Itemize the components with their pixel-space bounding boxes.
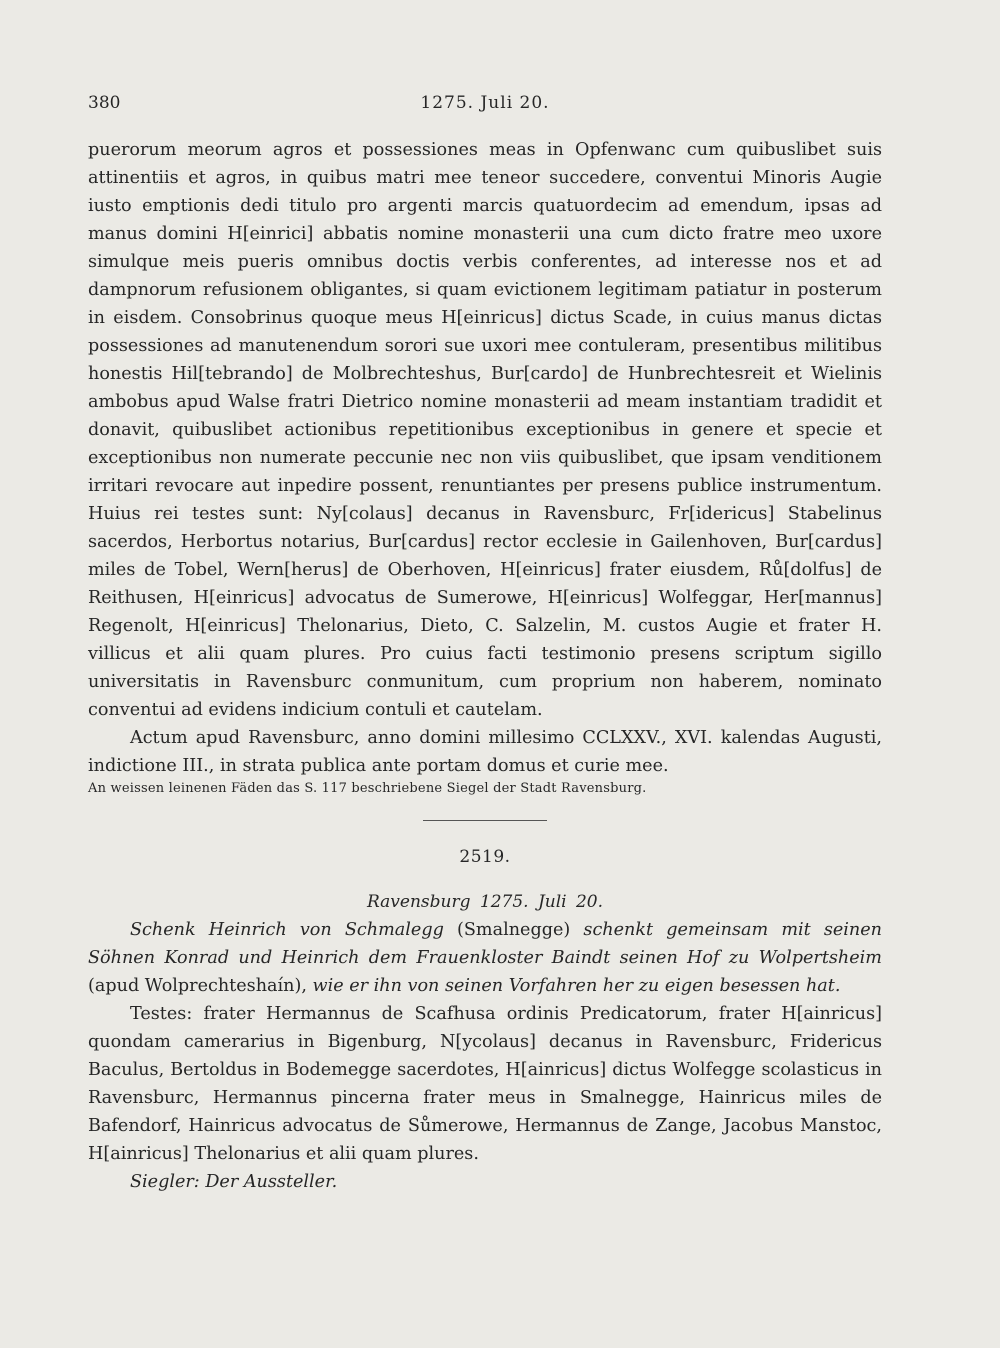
- page-body: [88, 136, 882, 1196]
- seal-note: An weissen leinenen Fäden das S. 117 beschriebene Siegel der Stadt Ravensburg.: [88, 781, 647, 796]
- siegler-line: Siegler: Der Aussteller.: [130, 1172, 338, 1192]
- regest-part-5: wie er ihn von seinen Vorfahren her zu eigen besessen hat.: [312, 976, 841, 996]
- regest-part-2: (Smalnegge): [443, 920, 584, 940]
- regest-paragraph: [88, 916, 882, 1000]
- page-number: 380: [88, 93, 121, 113]
- page-header: [88, 93, 882, 119]
- running-head-date: 1275. Juli 20.: [420, 93, 550, 113]
- document-number: 2519.: [459, 847, 511, 867]
- testes-paragraph: Testes: frater Hermannus de Scafhusa ordinis Predicatorum, frater H[ainricus] quondam camerarius in Bigenburg, N[ycolaus] decanus in Ravensburc, Fridericus Baculus, Bertoldus in Bodemegge sacerdotes, H[ainricus] dictus Wolfegge scolasticus in Ravensburc, Hermannus pincerna frater meus in Smalnegge, Hainricus miles de Bafendorf, Hainricus advocatus de Sůmerowe, Hermannus de Zange, Jacobus Manstoc, H[ainricus] Thelonarius et alii quam plures.: [88, 1004, 882, 1164]
- regest-part-1: Schenk Heinrich von Schmalegg: [130, 920, 444, 940]
- section-divider: [423, 820, 547, 821]
- continuation-paragraph: puerorum meorum agros et possessiones meas in Opfenwanc cum quibuslibet suis attinentiis et agros, in quibus matri mee teneor succedere, conventui Minoris Augie iusto emptionis dedi titulo pro argenti marcis quatuordecim ad emendum, ipsas ad manus domini H[einrici] abbatis nomine monasterii una cum dicto fratre meo uxore simulque meis pueris omnibus doctis verbis conferentes, ad interesse nos et ad dampnorum refusionem obligantes, si quam evictionem legitimam patiatur in posterum in eisdem. Consobrinus quoque meus H[einricus] dictus Scade, in cuius manus dictas possessiones ad manutenendum sorori sue uxori mee contuleram, presentibus militibus honestis Hil[tebrando] de Molbrechteshus, Bur[cardo] de Hunbrechtesreit et Wielinis ambobus apud Walse fratri Dietrico nomine monasterii ad meam instantiam tradidit et donavit, quibuslibet actionibus repetitionibus exceptionibus in genere et specie et exceptionibus non numerate peccunie nec non viis quibuslibet, que ipsam venditionem irritari revocare aut inpedire possent, renuntiantes per presens publice instrumentum. Huius rei testes sunt: Ny[colaus] decanus in Ravensburc, Fr[idericus] Stabelinus sacerdos, Herbortus notarius, Bur[cardus] rector ecclesie in Gailenhoven, Bur[cardus] miles de Tobel, Wern[herus] de Oberhoven, H[einricus] frater eiusdem, Rů[dolfus] de Reithusen, H[einricus] advocatus de Sumerowe, H[einricus] Wolfeggar, Her[mannus] Regenolt, H[einricus] Thelonarius, Dieto, C. Salzelin, M. custos Augie et frater H. villicus et alii quam plures. Pro cuius facti testimonio presens scriptum sigillo universitatis in Ravensburc conmunitum, cum proprium non haberem, nominato conventui ad evidens indicium contuli et cautelam.: [88, 140, 882, 720]
- document-place-date: Ravensburg 1275. Juli 20.: [366, 892, 604, 912]
- regest-part-4: (apud Wolprechteshaín),: [88, 976, 313, 996]
- regest-part-3: schenkt gemeinsam mit seinen Söhnen Konrad und Heinrich dem Frauenkloster Baindt seinen Hof zu Wolpertsheim: [88, 920, 882, 968]
- actum-paragraph: Actum apud Ravensburc, anno domini millesimo CCLXXV., XVI. kalendas Augusti, indictione III., in strata publica ante portam domus et curie mee.: [88, 728, 882, 776]
